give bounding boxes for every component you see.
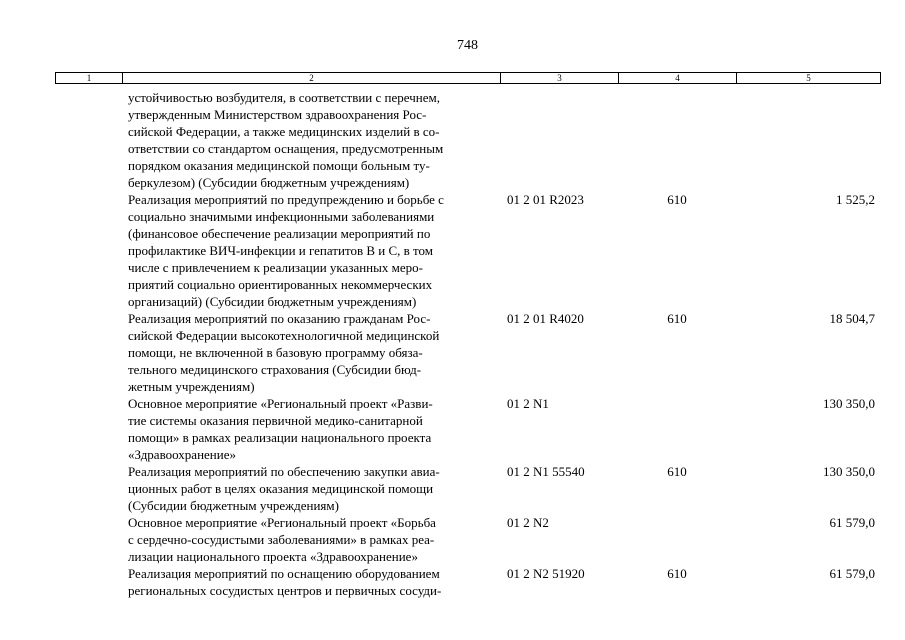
description-line: Реализация мероприятий по предупреждению и борьбе с xyxy=(128,192,444,207)
table-header xyxy=(55,72,881,84)
description-line: Основное мероприятие «Региональный проект «Борьба xyxy=(128,515,436,530)
table-row xyxy=(0,565,905,599)
row-amount: 130 350,0 xyxy=(823,396,875,411)
description-line: «Здравоохранение» xyxy=(128,447,236,462)
table-row xyxy=(0,463,905,514)
row-code: 01 2 N1 55540 xyxy=(507,464,585,479)
description-line: помощи» в рамках реализации национального проекта xyxy=(128,430,432,445)
description-line: лизации национального проекта «Здравоохранение» xyxy=(128,549,418,564)
description-line: сийской Федерации, а также медицинских изделий в со- xyxy=(128,124,440,139)
description-line: приятий социально ориентированных некоммерческих xyxy=(128,277,433,292)
row-description xyxy=(128,565,500,599)
row-code: 01 2 N1 xyxy=(507,396,549,411)
row-code: 01 2 N2 51920 xyxy=(507,566,585,581)
description-line: ционных работ в целях оказания медицинской помощи xyxy=(128,481,434,496)
row-code: 01 2 01 R2023 xyxy=(507,192,584,207)
description-line: ответствии со стандартом оснащения, предусмотренным xyxy=(128,141,444,156)
table-body xyxy=(0,89,905,599)
table-row xyxy=(0,514,905,565)
page-number: 748 xyxy=(457,38,478,53)
description-line: с сердечно-сосудистыми заболеваниями» в рамках реа- xyxy=(128,532,435,547)
description-line: сийской Федерации высокотехнологичной медицинской xyxy=(128,328,440,343)
row-code: 01 2 01 R4020 xyxy=(507,311,584,326)
description-line: организаций) (Субсидии бюджетным учреждениям) xyxy=(128,294,417,309)
row-amount: 18 504,7 xyxy=(829,311,875,326)
row-description xyxy=(128,310,500,395)
description-line: Основное мероприятие «Региональный проект «Разви- xyxy=(128,396,433,411)
description-line: (финансовое обеспечение реализации мероприятий по xyxy=(128,226,431,241)
row-description xyxy=(128,395,500,463)
row-expense-type: 610 xyxy=(667,566,687,581)
row-expense-type: 610 xyxy=(667,311,687,326)
description-line: помощи, не включенной в базовую программу обяза- xyxy=(128,345,423,360)
row-description xyxy=(128,463,500,514)
description-line: региональных сосудистых центров и первичных сосуди- xyxy=(128,583,442,598)
table-row xyxy=(0,310,905,395)
description-line: тельного медицинского страхования (Субсидии бюд- xyxy=(128,362,422,377)
description-line: социально значимыми инфекционными заболеваниями xyxy=(128,209,435,224)
table-row xyxy=(0,395,905,463)
row-amount: 1 525,2 xyxy=(836,192,875,207)
description-line: Реализация мероприятий по оказанию гражданам Рос- xyxy=(128,311,431,326)
row-description xyxy=(128,514,500,565)
description-line: порядком оказания медицинской помощи больным ту- xyxy=(128,158,430,173)
description-line: утвержденным Министерством здравоохранения Рос- xyxy=(128,107,427,122)
header-column-2: 2 xyxy=(123,73,501,84)
row-amount: 61 579,0 xyxy=(829,515,875,530)
description-line: жетным учреждениям) xyxy=(128,379,255,394)
header-column-5: 5 xyxy=(737,73,881,84)
header-column-4: 4 xyxy=(619,73,737,84)
row-description xyxy=(128,89,500,191)
row-description xyxy=(128,191,500,310)
description-line: устойчивостью возбудителя, в соответствии с перечнем, xyxy=(128,90,440,105)
description-line: Реализация мероприятий по оснащению оборудованием xyxy=(128,566,440,581)
description-line: беркулезом) (Субсидии бюджетным учреждениям) xyxy=(128,175,410,190)
table-row xyxy=(0,191,905,310)
row-expense-type: 610 xyxy=(667,464,687,479)
header-column-3: 3 xyxy=(501,73,619,84)
table-row xyxy=(0,89,905,191)
row-code: 01 2 N2 xyxy=(507,515,549,530)
description-line: числе с привлечением к реализации указанных меро- xyxy=(128,260,423,275)
description-line: (Субсидии бюджетным учреждениям) xyxy=(128,498,339,513)
description-line: профилактике ВИЧ-инфекции и гепатитов B и C, в том xyxy=(128,243,434,258)
row-expense-type: 610 xyxy=(667,192,687,207)
description-line: Реализация мероприятий по обеспечению закупки авиа- xyxy=(128,464,440,479)
row-amount: 130 350,0 xyxy=(823,464,875,479)
description-line: тие системы оказания первичной медико-санитарной xyxy=(128,413,423,428)
row-amount: 61 579,0 xyxy=(829,566,875,581)
header-column-1: 1 xyxy=(56,73,123,84)
